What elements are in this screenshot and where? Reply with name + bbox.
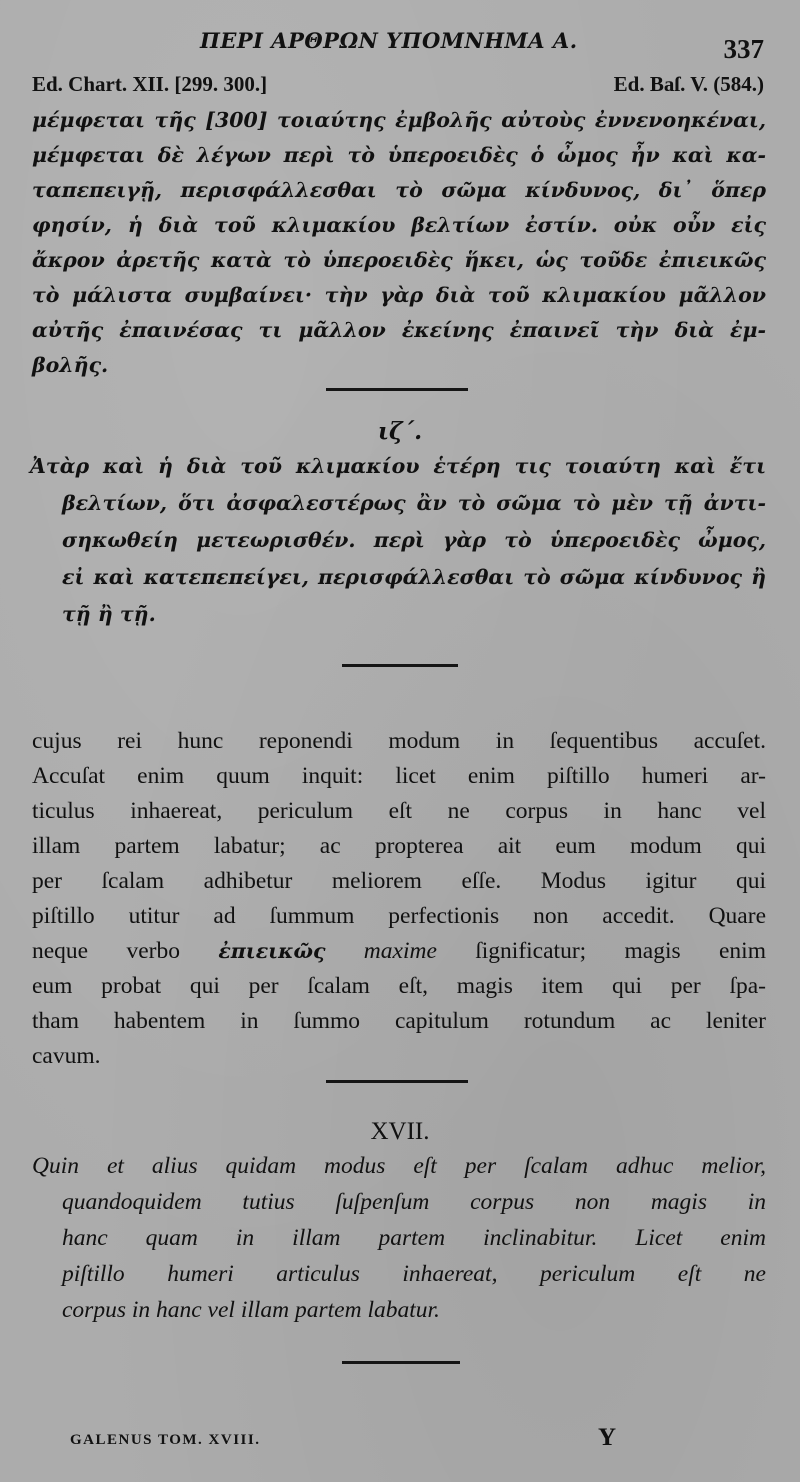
- text-line: βολῆς.: [32, 353, 109, 377]
- section-divider: [326, 388, 468, 391]
- text-line: Quin et alius quidam modus eſt per ſcalam adhuc melior,: [32, 1153, 766, 1179]
- text-line: εἰ καὶ κατεπεπείγει, περισφάλλεσθαι τὸ σῶμα κίνδυνος ἢ: [62, 565, 766, 589]
- text-line: Ἀτὰρ καὶ ἡ διὰ τοῦ κλιμακίου ἑτέρη τις τοιαύτη καὶ ἔτι: [30, 454, 766, 478]
- text-line: hanc quam in illam partem inclinabitur. Licet enim: [62, 1225, 766, 1251]
- text-line: piſtillo utitur ad ſummum perfectionis non accedit. Quare: [32, 903, 766, 929]
- page-number: 337: [723, 34, 764, 64]
- italic-word: maxime: [325, 938, 437, 964]
- text-line: τῇ ἢ τῇ.: [62, 602, 156, 626]
- text-line: τὸ μάλιστα συμβαίνει· τὴν γὰρ διὰ τοῦ κλιμακίου μᾶλλον: [32, 283, 766, 307]
- text-line: tham habentem in ſummo capitulum rotundum ac leniter: [32, 1008, 766, 1034]
- text-line: φησίν, ἡ διὰ τοῦ κλιμακίου βελτίων ἐστίν. οὐκ οὖν εἰς: [32, 213, 766, 237]
- footer-gathering-mark: Y: [598, 1424, 617, 1451]
- text-line: ticulus inhaereat, periculum eſt ne corpus in hanc vel: [32, 798, 766, 824]
- text-segment: ſignificatur; magis enim: [436, 938, 766, 964]
- footer-signature: GALENUS TOM. XVIII.: [70, 1432, 261, 1448]
- text-line: corpus in hanc vel illam partem labatur.: [62, 1297, 440, 1323]
- text-line: μέμφεται δὲ λέγων περὶ τὸ ὑπεροειδὲς ὁ ὦμος ἦν καὶ κα-: [32, 143, 766, 167]
- text-line: illam partem labatur; ac propterea ait eum modum qui: [32, 833, 766, 859]
- text-line: cujus rei hunc reponendi modum in ſequentibus accuſet.: [32, 728, 766, 754]
- text-line: eum probat qui per ſcalam eſt, magis item qui per ſpa-: [32, 973, 766, 999]
- text-line: piſtillo humeri articulus inhaereat, periculum eſt ne: [62, 1261, 766, 1287]
- running-title: ΠΕΡΙ ΑΡΘΡΩΝ ΥΠΟΜΝΗΜΑ Α.: [200, 28, 578, 53]
- text-line: σηκωθείη μετεωρισθέν. περὶ γὰρ τὸ ὑπεροειδὲς ὦμος,: [62, 528, 766, 552]
- section-divider: [326, 1080, 468, 1083]
- text-line: ἄκρον ἀρετῆς κατὰ τὸ ὑπεροειδὲς ἥκει, ὡς τοῦδε ἐπιεικῶς: [32, 248, 766, 272]
- text-line: cavum.: [32, 1043, 101, 1069]
- edition-reference-left: Ed. Chart. XII. [299. 300.]: [32, 72, 268, 96]
- edition-reference-right: Ed. Baſ. V. (584.): [613, 72, 764, 96]
- text-line: per ſcalam adhibetur meliorem eſſe. Modus igitur qui: [32, 868, 766, 894]
- text-line: [32, 938, 766, 965]
- text-line: βελτίων, ὅτι ἀσφαλεστέρως ἂν τὸ σῶμα τὸ μὲν τῇ ἀντι-: [62, 491, 766, 515]
- section-heading-greek: ιζ΄.: [377, 418, 423, 445]
- text-line: Accuſat enim quum inquit: licet enim piſtillo humeri ar-: [32, 763, 766, 789]
- greek-word: ἐπιεικῶς: [218, 939, 326, 963]
- text-line: αὐτῆς ἐπαινέσας τι μᾶλλον ἐκείνης ἐπαινεῖ τὴν διὰ ἐμ-: [32, 318, 766, 342]
- section-divider: [342, 664, 458, 667]
- text-line: μέμφεται τῆς [300] τοιαύτης ἐμβολῆς αὐτοὺς ἐννενοηκέναι,: [32, 108, 766, 132]
- section-divider: [342, 1361, 460, 1364]
- section-heading-roman: XVII.: [370, 1118, 430, 1145]
- text-line: ταπεπειγῇ, περισφάλλεσθαι τὸ σῶμα κίνδυνος, δι᾽ ὅπερ: [32, 178, 766, 202]
- text-line: quandoquidem tutius ſuſpenſum corpus non magis in: [62, 1189, 766, 1215]
- text-segment: neque verbo: [32, 938, 219, 964]
